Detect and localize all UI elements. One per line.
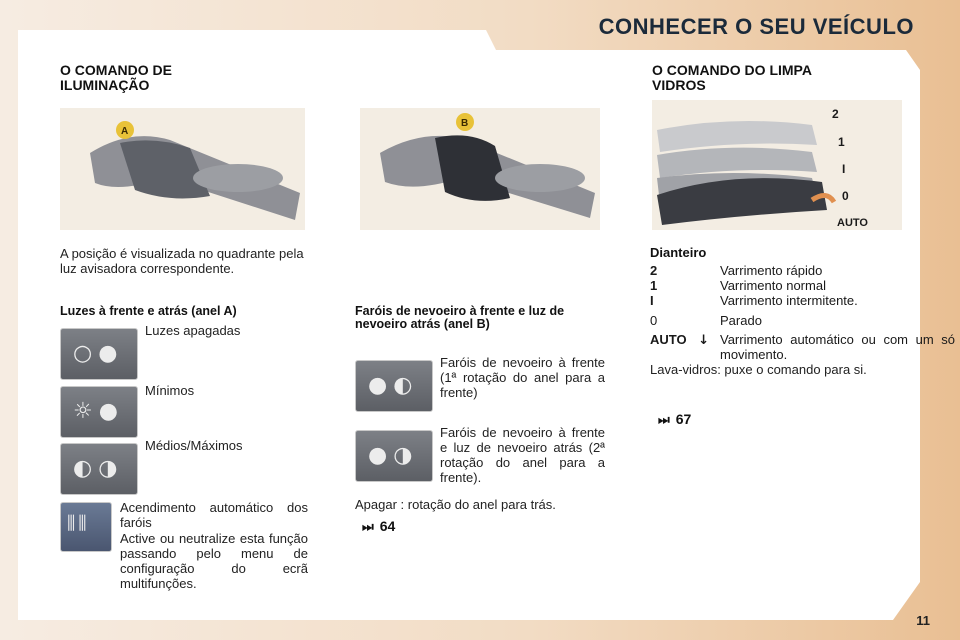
ring-b-title: Faróis de nevoeiro à frente e luz de nevoeiro atrás (anel B) <box>355 304 565 331</box>
front-fog-thumbnail <box>355 360 433 412</box>
ring-a-sidelights-label: Mínimos <box>145 383 195 398</box>
headlights-thumbnail <box>60 443 138 495</box>
front-fog-icon: ●◐ <box>368 373 419 398</box>
lighting-stalk-photo-a <box>60 108 305 230</box>
sidelights-thumbnail <box>60 386 138 438</box>
front-label: Dianteiro <box>650 245 707 260</box>
indicator-text: A posição é visualizada no quadrante pela luz avisadora correspondente. <box>60 246 304 276</box>
arrow-down-icon: ↓ <box>698 333 710 348</box>
ring-b-front-rear-fog-label: Faróis de nevoeiro à frente e luz de nevoeiro atrás (2ª rotação do anel para a frente). <box>440 425 605 485</box>
page-number: 11 <box>916 613 930 628</box>
fast-forward-icon: ⏭ <box>362 520 374 535</box>
ring-a-auto-instructions: Active ou neutralize esta função passando pelo menu de configuração do ecrã multifunções. <box>120 531 308 591</box>
switch-off-text: Apagar : rotação do anel para trás. <box>355 497 556 512</box>
fast-forward-icon: ⏭ <box>658 413 670 428</box>
lights-off-thumbnail <box>60 328 138 380</box>
lighting-title: O COMANDO DE ILUMINAÇÃO <box>60 62 172 93</box>
headlights-icon: ◐◑ <box>73 456 124 481</box>
page-title: CONHECER O SEU VEÍCULO <box>598 14 914 39</box>
wiper-stalk-photo <box>652 100 902 230</box>
lighting-page-ref[interactable]: ⏭ 64 <box>362 518 396 535</box>
wiper-label-0: 0 <box>842 189 849 203</box>
lights-off-icon: ○● <box>73 341 124 366</box>
settings-sliders-icon: ⫼⫼ <box>67 513 90 534</box>
wiper-label-i: I <box>842 162 846 176</box>
sidelights-icon: ☼● <box>73 399 124 424</box>
wiper-title: O COMANDO DO LIMPA VIDROS <box>652 62 812 93</box>
ring-a-headlights-label: Médios/Máximos <box>145 438 243 453</box>
multifunction-screen-thumbnail <box>60 502 112 552</box>
ring-a-auto-label: Acendimento automático dos faróis <box>120 500 308 530</box>
rear-fog-icon: ●◑ <box>368 443 419 468</box>
ring-a-off-label: Luzes apagadas <box>145 323 241 338</box>
wiper-label-auto: AUTO <box>837 217 868 229</box>
ring-b-front-fog-label: Faróis de nevoeiro à frente (1ª rotação do anel para a frente) <box>440 355 605 400</box>
photo-label-a: A <box>121 126 129 137</box>
rear-fog-thumbnail <box>355 430 433 482</box>
washer-text: Lava-vidros: puxe o comando para si. <box>650 362 867 377</box>
photo-label-b: B <box>461 118 469 129</box>
lighting-stalk-photo-b <box>360 108 600 230</box>
wiper-label-1: 1 <box>838 135 845 149</box>
ring-a-title: Luzes à frente e atrás (anel A) <box>60 304 237 318</box>
wiper-page-ref[interactable]: ⏭ 67 <box>658 411 692 428</box>
wiper-label-2: 2 <box>832 107 839 121</box>
